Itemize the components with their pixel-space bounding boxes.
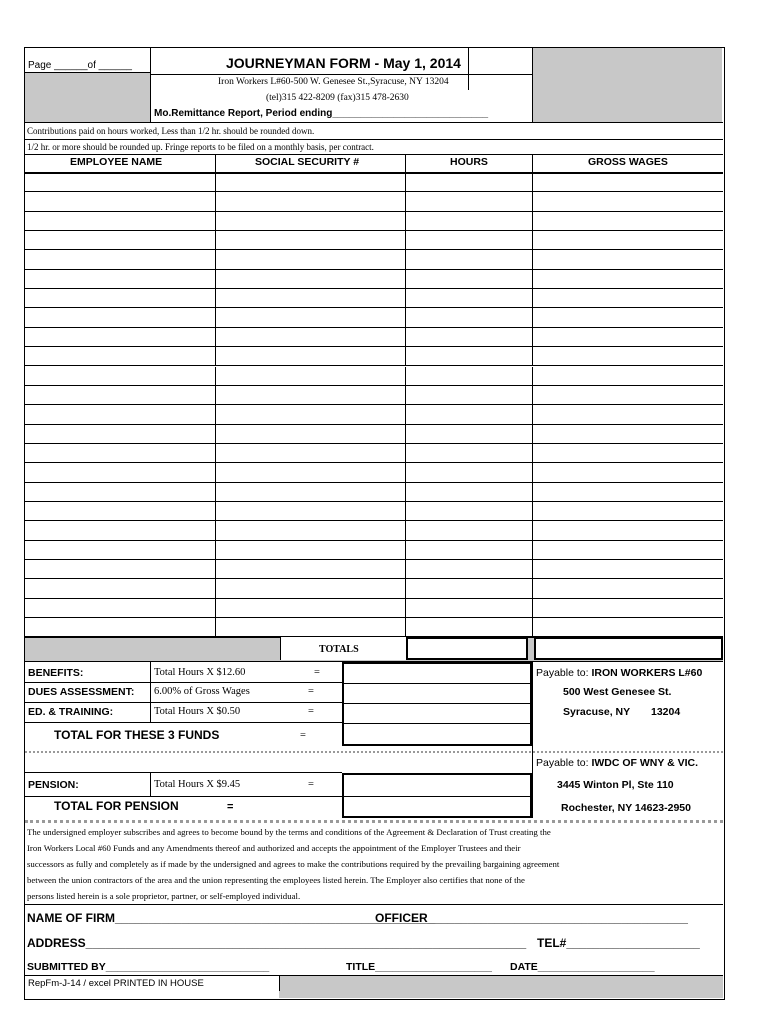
hours-cell[interactable]	[405, 599, 406, 617]
hours-cell[interactable]	[405, 270, 406, 288]
union-phone: (tel)315 422-8209 (fax)315 478-2630	[266, 93, 409, 103]
total-three-funds-label: TOTAL FOR THESE 3 FUNDS	[54, 728, 220, 742]
table-row[interactable]	[25, 250, 723, 269]
ssn-cell[interactable]	[215, 328, 216, 346]
wages-cell[interactable]	[532, 599, 533, 617]
hours-cell[interactable]	[405, 463, 406, 481]
table-row[interactable]	[25, 212, 723, 231]
ed-training-equals: =	[308, 706, 314, 717]
wages-cell[interactable]	[532, 231, 533, 249]
tel-field[interactable]: TEL#____________________	[537, 936, 700, 950]
hours-cell[interactable]	[405, 212, 406, 230]
ssn-cell[interactable]	[215, 367, 216, 385]
ssn-cell[interactable]	[215, 444, 216, 462]
hours-cell[interactable]	[405, 192, 406, 210]
table-row[interactable]	[25, 347, 723, 366]
ssn-cell[interactable]	[215, 192, 216, 210]
hours-cell[interactable]	[405, 308, 406, 326]
table-row[interactable]	[25, 618, 723, 637]
wages-cell[interactable]	[532, 289, 533, 307]
rounding-note-2: 1/2 hr. or more should be rounded up. Fringe reports to be filed on a monthly basis, per contract.	[27, 142, 374, 152]
total-gross-wages-box[interactable]	[534, 637, 723, 660]
hours-cell[interactable]	[405, 502, 406, 520]
pension-equals: =	[308, 779, 314, 790]
form-code-footer: RepFm-J-14 / excel PRINTED IN HOUSE	[28, 978, 204, 989]
wages-cell[interactable]	[532, 173, 533, 191]
ssn-cell[interactable]	[215, 308, 216, 326]
payable2-name: IWDC OF WNY & VIC.	[591, 757, 699, 769]
hours-cell[interactable]	[405, 347, 406, 365]
ssn-cell[interactable]	[215, 541, 216, 559]
header-left-shade	[25, 72, 150, 122]
form-title: JOURNEYMAN FORM - May 1, 2014	[226, 55, 461, 71]
total-three-funds-equals: =	[300, 730, 306, 741]
col-employee-name: EMPLOYEE NAME	[70, 156, 163, 168]
agreement-line-2: Iron Workers Local #60 Funds and any Amendments thereof and authorized and accepts the appointment of the Employer Trustees and their	[27, 843, 521, 853]
ssn-cell[interactable]	[215, 386, 216, 404]
ssn-cell[interactable]	[215, 270, 216, 288]
ssn-cell[interactable]	[215, 250, 216, 268]
hours-cell[interactable]	[405, 328, 406, 346]
wages-cell[interactable]	[532, 579, 533, 597]
dues-rate: 6.00% of Gross Wages	[154, 686, 250, 697]
ed-training-label: ED. & TRAINING:	[28, 706, 114, 718]
ssn-cell[interactable]	[215, 502, 216, 520]
payable2-line	[536, 758, 698, 769]
table-row[interactable]	[25, 521, 723, 540]
wages-cell[interactable]	[532, 347, 533, 365]
ssn-cell[interactable]	[215, 579, 216, 597]
col-social-security: SOCIAL SECURITY #	[255, 156, 360, 168]
col-gross-wages: GROSS WAGES	[588, 156, 668, 168]
wages-cell[interactable]	[532, 270, 533, 288]
ssn-cell[interactable]	[215, 347, 216, 365]
funds-amount-boxes[interactable]	[342, 662, 532, 746]
header-right-shade	[532, 48, 722, 122]
table-row[interactable]	[25, 231, 723, 250]
dues-assessment-label: DUES ASSESSMENT:	[28, 686, 135, 698]
hours-cell[interactable]	[405, 579, 406, 597]
pension-label: PENSION:	[28, 779, 79, 791]
table-row[interactable]	[25, 173, 723, 192]
table-row[interactable]	[25, 328, 723, 347]
agreement-line-4: between the union contractors of the area and the union representing the employees listed herein. The Employer also certifies that none of the	[27, 875, 525, 885]
wages-cell[interactable]	[532, 521, 533, 539]
table-row[interactable]	[25, 541, 723, 560]
hours-cell[interactable]	[405, 367, 406, 385]
table-row[interactable]	[25, 463, 723, 482]
footer-shade	[279, 976, 723, 998]
dues-equals: =	[308, 686, 314, 697]
wages-cell[interactable]	[532, 250, 533, 268]
total-pension-label: TOTAL FOR PENSION	[54, 799, 179, 813]
ssn-cell[interactable]	[215, 599, 216, 617]
ssn-cell[interactable]	[215, 173, 216, 191]
table-row[interactable]	[25, 308, 723, 327]
wages-cell[interactable]	[532, 192, 533, 210]
table-row[interactable]	[25, 444, 723, 463]
ssn-cell[interactable]	[215, 212, 216, 230]
benefits-rate: Total Hours X $12.60	[154, 667, 246, 678]
wages-cell[interactable]	[532, 463, 533, 481]
pension-rate: Total Hours X $9.45	[154, 779, 241, 790]
period-ending-field[interactable]: Mo.Remittance Report, Period ending____________________________	[154, 108, 489, 119]
agreement-line-3: successors as fully and completely as if made by the undersigned and agrees to make the contributions required by the prevailing bargaining agreement	[27, 859, 560, 869]
total-pension-equals: =	[227, 801, 234, 813]
table-row[interactable]	[25, 289, 723, 308]
ssn-cell[interactable]	[215, 618, 216, 636]
table-row[interactable]	[25, 425, 723, 444]
payable1-name: IRON WORKERS L#60	[591, 667, 703, 679]
wages-cell[interactable]	[532, 560, 533, 578]
agreement-line-1: The undersigned employer subscribes and agrees to become bound by the terms and conditions of the Agreement & Declaration of Trust creating the	[27, 827, 551, 837]
table-row[interactable]	[25, 270, 723, 289]
hours-cell[interactable]	[405, 405, 406, 423]
title-field[interactable]: TITLE____________________	[346, 961, 492, 973]
ssn-cell[interactable]	[215, 231, 216, 249]
ssn-cell[interactable]	[215, 463, 216, 481]
union-address: Iron Workers L#60-500 W. Genesee St.,Syracuse, NY 13204	[218, 77, 449, 87]
payable2-prefix: Payable to:	[536, 757, 589, 769]
hours-cell[interactable]	[405, 289, 406, 307]
ssn-cell[interactable]	[215, 405, 216, 423]
payable2-city: Rochester, NY 14623-2950	[561, 802, 691, 814]
hours-cell[interactable]	[405, 618, 406, 636]
table-row[interactable]	[25, 192, 723, 211]
table-row[interactable]	[25, 367, 723, 386]
page-number-field[interactable]: Page ______of ______	[28, 60, 132, 71]
ssn-cell[interactable]	[215, 521, 216, 539]
address-field[interactable]: ADDRESS__________________________________________________________________	[27, 936, 527, 950]
wages-cell[interactable]	[532, 328, 533, 346]
wages-cell[interactable]	[532, 386, 533, 404]
submitted-by-field[interactable]: SUBMITTED BY____________________________	[27, 961, 270, 973]
hours-cell[interactable]	[405, 231, 406, 249]
table-row[interactable]	[25, 502, 723, 521]
hours-cell[interactable]	[405, 425, 406, 443]
wages-cell[interactable]	[532, 444, 533, 462]
payable1-prefix: Payable to:	[536, 667, 589, 679]
hours-cell[interactable]	[405, 250, 406, 268]
wages-cell[interactable]	[532, 618, 533, 636]
table-row[interactable]	[25, 386, 723, 405]
payable1-city: Syracuse, NY	[563, 706, 631, 718]
agreement-line-5: persons listed herein is a sole proprietor, partner, or self-employed individual.	[27, 891, 301, 901]
benefits-label: BENEFITS:	[28, 667, 84, 679]
hours-cell[interactable]	[405, 386, 406, 404]
hours-cell[interactable]	[405, 560, 406, 578]
wages-cell[interactable]	[532, 502, 533, 520]
wages-cell[interactable]	[532, 405, 533, 423]
total-hours-box[interactable]	[406, 637, 528, 660]
table-row[interactable]	[25, 560, 723, 579]
hours-cell[interactable]	[405, 173, 406, 191]
totals-label: TOTALS	[319, 644, 359, 655]
table-row[interactable]	[25, 483, 723, 502]
firm-name-field[interactable]: NAME OF FIRM________________________________________________	[27, 911, 436, 925]
rounding-note-1: Contributions paid on hours worked, Less than 1/2 hr. should be rounded down.	[27, 126, 315, 136]
wages-cell[interactable]	[532, 308, 533, 326]
officer-field[interactable]: OFFICER_______________________________________	[375, 911, 688, 925]
wages-cell[interactable]	[532, 483, 533, 501]
ssn-cell[interactable]	[215, 483, 216, 501]
benefits-equals: =	[314, 667, 320, 678]
hours-cell[interactable]	[405, 444, 406, 462]
table-row[interactable]	[25, 405, 723, 424]
hours-cell[interactable]	[405, 483, 406, 501]
wages-cell[interactable]	[532, 541, 533, 559]
hours-cell[interactable]	[405, 541, 406, 559]
table-row[interactable]	[25, 599, 723, 618]
date-field[interactable]: DATE____________________	[510, 961, 655, 973]
wages-cell[interactable]	[532, 212, 533, 230]
ssn-cell[interactable]	[215, 289, 216, 307]
ssn-cell[interactable]	[215, 560, 216, 578]
hours-cell[interactable]	[405, 521, 406, 539]
payable2-street: 3445 Winton Pl, Ste 110	[557, 779, 674, 791]
wages-cell[interactable]	[532, 367, 533, 385]
table-row[interactable]	[25, 579, 723, 598]
ssn-cell[interactable]	[215, 425, 216, 443]
ed-training-rate: Total Hours X $0.50	[154, 706, 241, 717]
col-hours: HOURS	[450, 156, 488, 168]
wages-cell[interactable]	[532, 425, 533, 443]
payable1-zip: 13204	[651, 706, 681, 718]
payable1-street: 500 West Genesee St.	[563, 686, 672, 698]
payable1-line	[536, 668, 702, 679]
